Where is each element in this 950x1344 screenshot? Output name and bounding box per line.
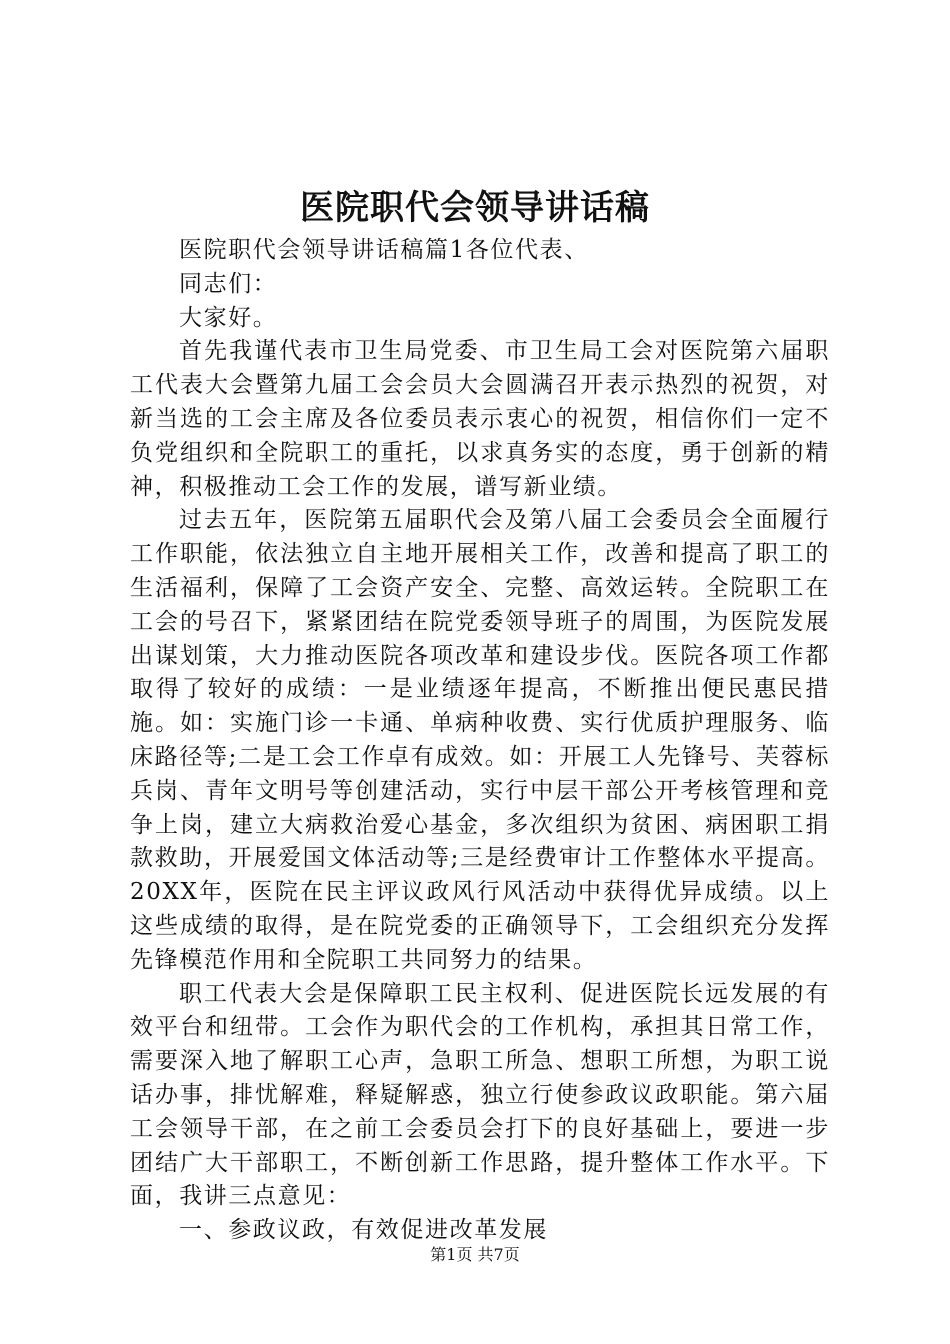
paragraph-opening-line: 医院职代会领导讲话稿篇1各位代表、 xyxy=(179,237,589,263)
section-heading-one: 一、参政议政，有效促进改革发展 xyxy=(179,1217,548,1244)
paragraph-congratulations: 首先我谨代表市卫生局党委、市卫生局工会对医院第六届职工代表大会暨第九届工会会员大会圆满召开表示热烈的祝贺，对新当选的工会主席及各位委员表示衷心的祝贺，相信你们一定不负党组织和全院职工的重托，以求真务实的态度，勇于创新的精神，积极推动工会工作的发展，谱写新业绩。 xyxy=(130,338,830,500)
document-body xyxy=(130,234,830,1248)
page-number-footer: 第1页 共7页 xyxy=(430,1245,520,1264)
paragraph-congress-role: 职工代表大会是保障职工民主权利、促进医院长远发展的有效平台和纽带。工会作为职代会的工作机构，承担其日常工作，需要深入地了解职工心声，急职工所急、想职工所想，为职工说话办事，排忧解难，释疑解惑，独立行使参政议政职能。第六届工会领导干部，在之前工会委员会打下的良好基础上，要进一步团结广大干部职工，不断创新工作思路，提升整体工作水平。下面，我讲三点意见： xyxy=(130,980,830,1210)
paragraph-past-five-years: 过去五年，医院第五届职代会及第八届工会委员会全面履行工作职能，依法独立自主地开展相关工作，改善和提高了职工的生活福利，保障了工会资产安全、完整、高效运转。全院职工在工会的号召下，紧紧团结在院党委领导班子的周围，为医院发展出谋划策，大力推动医院各项改革和建设步伐。医院各项工作都取得了较好的成绩：一是业绩逐年提高，不断推出便民惠民措施。如：实施门诊一卡通、单病种收费、实行优质护理服务、临床路径等;二是工会工作卓有成效。如：开展工人先锋号、芙蓉标兵岗、青年文明号等创建活动，实行中层干部公开考核管理和竞争上岗，建立大病救治爱心基金，多次组织为贫困、病困职工捐款救助，开展爱国文体活动等;三是经费审计工作整体水平提高。20XX年，医院在民主评议政风行风活动中获得优异成绩。以上这些成绩的取得，是在院党委的正确领导下，工会组织充分发挥先锋模范作用和全院职工共同努力的结果。 xyxy=(130,507,830,973)
paragraph-salutation: 同志们： xyxy=(179,270,278,297)
paragraph-greeting: 大家好。 xyxy=(179,304,278,331)
document-title: 医院职代会领导讲话稿 xyxy=(300,188,650,228)
